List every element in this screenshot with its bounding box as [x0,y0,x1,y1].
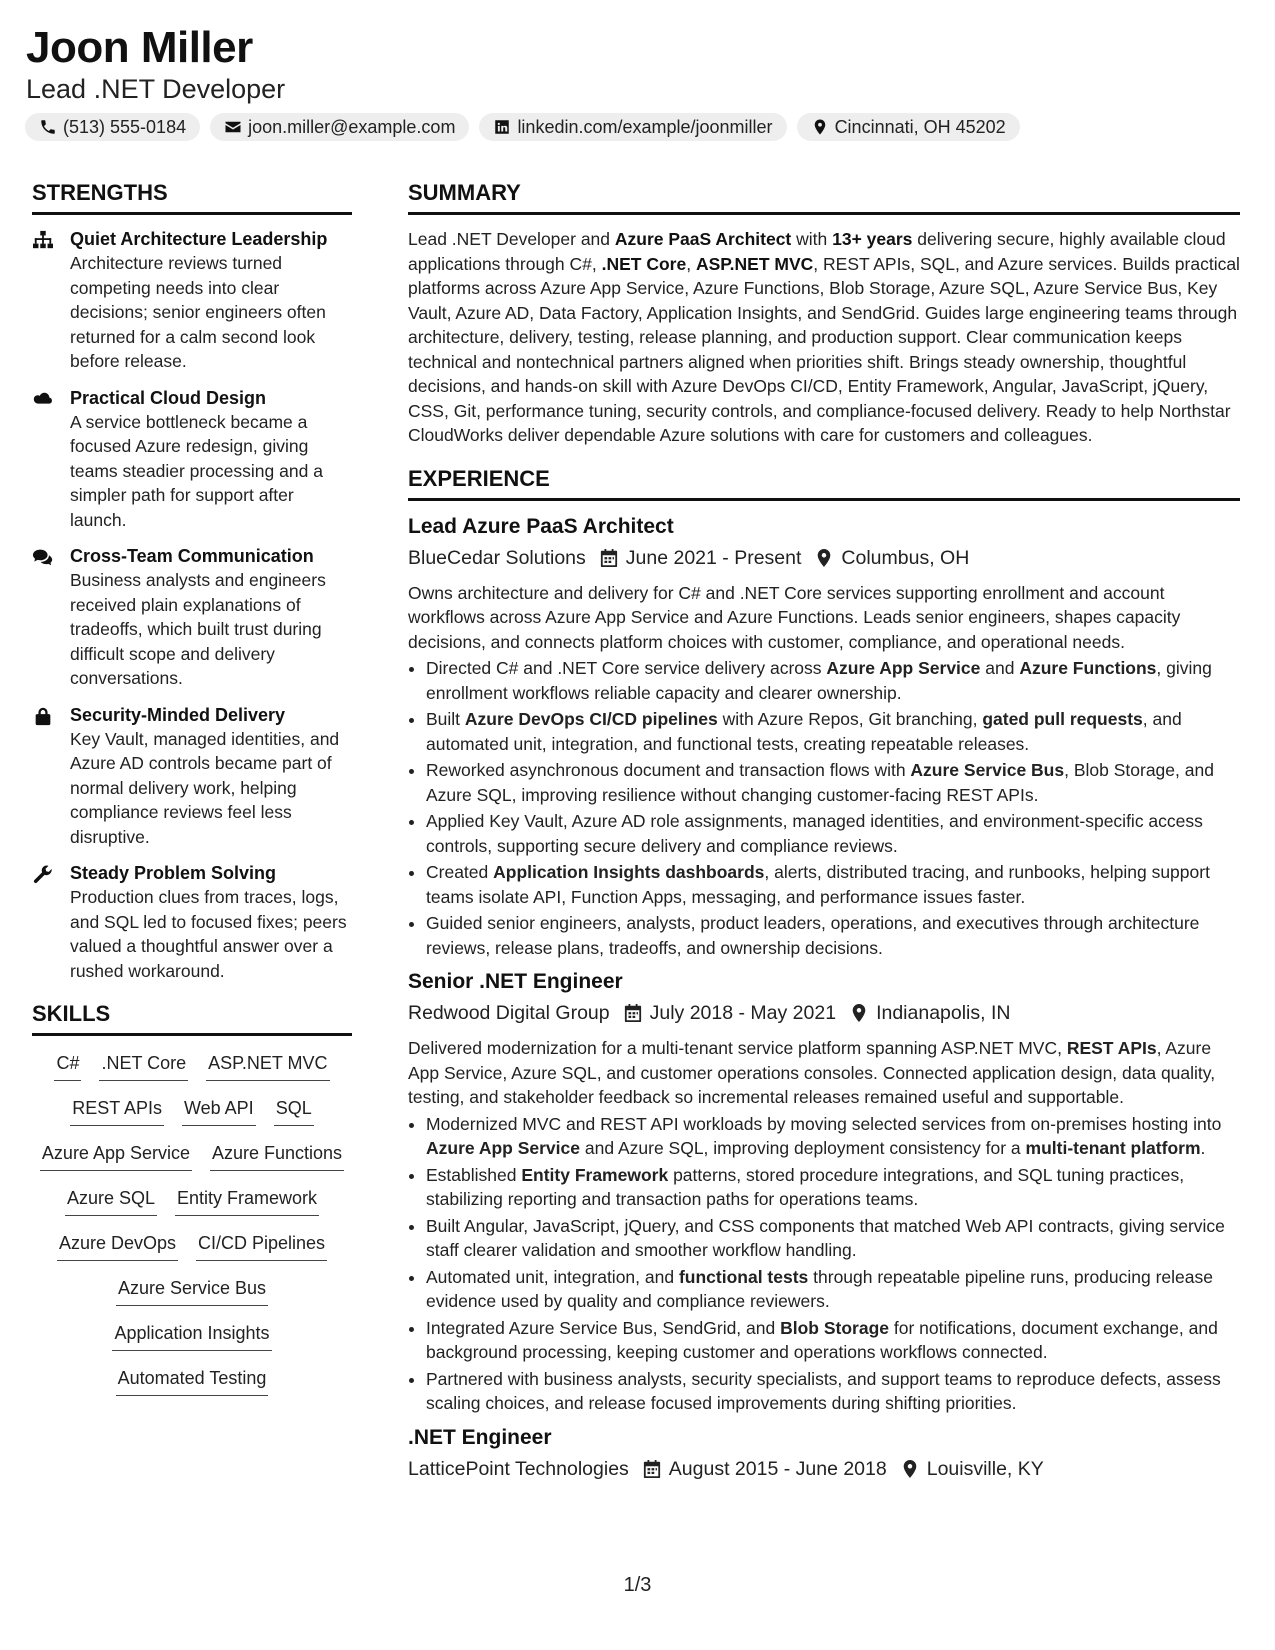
job-location: Indianapolis, IN [876,1002,1011,1024]
map-pin-icon [850,1003,868,1023]
skill-tag: Azure DevOps [57,1230,178,1261]
sitemap-icon [32,230,56,250]
right-column [408,178,1240,1492]
phone-icon [39,118,57,136]
skill-tag: Web API [182,1095,256,1126]
job-entry [408,1424,1240,1484]
job-dates: June 2021 - Present [625,546,802,569]
bullet-item: • Established Entity Framework patterns, stored procedure integrations, and SQL tuning practices, stabilizing reporting and transaction paths for operations teams. [426,1163,1240,1212]
skill-row [32,1140,352,1185]
skill-row [32,1320,352,1365]
job-title: Lead Azure PaaS Architect [408,514,674,538]
contact-location[interactable] [797,113,1020,141]
skill-row [32,1095,352,1140]
skills-heading: SKILLS [32,999,352,1036]
bold-phrase: Azure DevOps CI/CD pipelines [464,709,718,729]
bold-phrase: Blob Storage [780,1317,889,1338]
skills-list [32,1050,352,1410]
bold-phrase: .NET Core [601,253,687,274]
bold-phrase: 13+ years [832,229,913,249]
strength-title: Practical Cloud Design [70,387,267,408]
contact-linkedin[interactable] [479,113,786,141]
job-company: BlueCedar Solutions [408,546,586,569]
bold-phrase: Azure App Service [826,658,981,678]
calendar-icon [600,548,618,568]
candidate-title: Lead .NET Developer [26,74,286,104]
page-number: 1/3 [623,1574,652,1596]
skill-row [32,1365,352,1410]
calendar-icon [643,1459,661,1479]
skill-tag: ASP.NET MVC [206,1050,329,1081]
bullet-item: • Partnered with business analysts, security specialists, and support teams to reproduce defects, assess scaling choices, and release focused improvements during shifting priorities. [426,1367,1240,1416]
strength-desc: Business analysts and engineers received plain explanations of tradeoffs, which built trust during difficult scope and delivery conversations. [70,570,326,688]
skill-row [32,1230,352,1275]
bold-phrase: Azure App Service [426,1138,580,1158]
job-location: Columbus, OH [841,546,970,569]
calendar-icon [624,1003,642,1023]
strength-title: Steady Problem Solving [70,863,277,883]
bullet-item: • Automated unit, integration, and functional tests through repeatable pipeline runs, producing release evidence used by quality and compliance reviewers. [426,1265,1240,1314]
bold-phrase: REST APIs [1066,1038,1157,1058]
contact-phone-text: (513) 555-0184 [63,116,187,137]
job-meta [408,1454,1240,1484]
skill-tag: Azure Functions [210,1140,344,1171]
job-location: Louisville, KY [926,1457,1044,1480]
bold-phrase: multi-tenant platform [1025,1138,1201,1158]
summary-heading: SUMMARY [408,178,1240,215]
bullet-item: • Reworked asynchronous document and transaction flows with Azure Service Bus, Blob Storage, and Azure SQL, improving resilience without changing customer-facing REST APIs. [426,758,1240,807]
skill-tag: C# [54,1050,81,1081]
bullet-item: • Created Application Insights dashboards, alerts, distributed tracing, and runbooks, helping support teams isolate API, Function Apps, messaging, and performance issues faster. [426,860,1240,909]
strength-item [32,703,352,850]
bullet-item: • Directed C# and .NET Core service delivery across Azure App Service and Azure Functions, giving enrollment workflows reliable capacity and clearer ownership. [426,656,1240,705]
job-title: .NET Engineer [408,1425,552,1449]
envelope-icon [224,118,242,136]
strengths-heading: STRENGTHS [32,178,352,215]
contact-phone[interactable] [25,113,200,141]
strength-item [32,386,352,533]
strength-desc: Key Vault, managed identities, and Azure AD controls became part of normal delivery work, helping compliance reviews feel less disruptive. [70,728,340,847]
bullet-item: • Built Azure DevOps CI/CD pipelines with Azure Repos, Git branching, gated pull requests, and automated unit, integration, and functional tests, creating repeatable releases. [426,707,1240,756]
contact-linkedin-text: linkedin.com/example/joonmiller [517,116,773,137]
bullet-item: • Modernized MVC and REST API workloads by moving selected services from on-premises hosting into Azure App Service and Azure SQL, improving deployment consistency for a multi-tenant platform. [426,1112,1240,1161]
bullet-item: • Built Angular, JavaScript, jQuery, and CSS components that matched Web API contracts, giving service staff clearer validation and smoother workflow handling. [426,1214,1240,1263]
left-column [32,178,352,1410]
skill-tag: CI/CD Pipelines [196,1230,327,1261]
bullet-item: • Integrated Azure Service Bus, SendGrid, and Blob Storage for notifications, document exchange, and background processing, keeping customer and operations workflows connected. [426,1316,1240,1365]
skill-tag: REST APIs [70,1095,164,1126]
linkedin-icon [493,118,511,136]
job-entry [408,968,1240,1416]
bold-phrase: Azure Functions [1019,658,1157,678]
strength-title: Quiet Architecture Leadership [70,229,328,249]
job-description: Delivered modernization for a multi-tenant service platform spanning ASP.NET MVC, REST APIs, Azure App Service, Azure SQL, and customer operations consoles. Connected application design, data quality, testing, and stakeholder feedback so incremental releases remained useful and supportable. [408,1038,1216,1107]
experience-heading: EXPERIENCE [408,464,1240,501]
strength-item [32,861,352,983]
bullet-item: • Applied Key Vault, Azure AD role assignments, managed identities, and environment-specific access controls, supporting secure delivery and compliance reviews. [426,809,1240,858]
bold-phrase: Azure Service Bus [910,760,1065,780]
skill-tag: Application Insights [112,1320,271,1351]
strength-desc: Architecture reviews turned competing needs into clear decisions; senior engineers often returned for a calm second look before release. [70,253,326,371]
bold-phrase: Azure PaaS Architect [614,229,792,249]
skill-tag: .NET Core [99,1050,188,1081]
bold-phrase: Application Insights dashboards [493,862,765,882]
map-pin-icon [901,1459,919,1479]
job-title: Senior .NET Engineer [408,970,623,993]
map-pin-icon [811,118,829,136]
contact-bar [25,113,1020,141]
skill-tag: Azure Service Bus [116,1275,268,1306]
job-dates: July 2018 - May 2021 [649,1002,837,1024]
skill-tag: Automated Testing [116,1365,269,1396]
bold-phrase: Entity Framework [521,1164,669,1185]
bold-phrase: gated pull requests [982,709,1143,729]
summary-text: Lead .NET Developer and Azure PaaS Architect with 13+ years delivering secure, highly available cloud applications through C#, .NET Core, ASP.NET MVC, REST APIs, SQL, and Azure services. Builds practical platforms across Azure App Service, Azure Functions, Blob Storage, Azure SQL, Azure Service Bus, Key Vault, Azure AD, Data Factory, Application Insights, and SendGrid. Guides large engineering teams through architecture, delivery, testing, release planning, and production support. Clear communication keeps technical and nontechnical partners aligned when priorities shift. Brings steady ownership, thoughtful decisions, and hands-on skill with Azure DevOps CI/CD, Entity Framework, Angular, JavaScript, jQuery, CSS, Git, performance tuning, security controls, and compliance-focused delivery. Ready to help Northstar CloudWorks deliver dependable Azure solutions with care for customers and colleagues. [408,229,1240,445]
strength-item [32,227,352,374]
bold-phrase: functional tests [678,1266,809,1287]
strength-desc: A service bottleneck became a focused Azure redesign, giving teams steadier processing and a simpler path for support after launch. [70,411,323,530]
job-bullets [408,656,1240,960]
wrench-icon [32,864,56,884]
contact-location-text: Cincinnati, OH 45202 [834,116,1006,137]
strength-title: Cross-Team Communication [70,546,314,566]
job-description: Owns architecture and delivery for C# and .NET Core services supporting enrollment and account workflows across Azure App Service and Azure Functions. Leads senior engineers, shapes capacity decisions, and connects platform choices with customer, compliance, and operational needs. [408,582,1181,652]
lock-icon [32,706,56,726]
candidate-name: Joon Miller [26,23,253,72]
contact-email-text: joon.miller@example.com [248,116,456,137]
job-company: Redwood Digital Group [408,1002,610,1024]
bullet-item: • Guided senior engineers, analysts, product leaders, operations, and executives through architecture reviews, release plans, tradeoffs, and ownership decisions. [426,911,1240,960]
skill-tag: Azure SQL [65,1185,157,1216]
job-meta [408,543,1240,573]
skill-row [32,1050,352,1095]
skill-tag: Azure App Service [40,1140,192,1171]
comments-icon [32,547,56,567]
strength-title: Security-Minded Delivery [70,704,286,725]
bold-phrase: ASP.NET MVC [695,253,814,274]
strength-desc: Production clues from traces, logs, and SQL led to focused fixes; peers valued a thoughtful answer over a rushed workaround. [70,887,347,981]
job-dates: August 2015 - June 2018 [668,1457,887,1480]
skill-row [32,1185,352,1230]
contact-email[interactable] [210,113,469,141]
job-meta [408,998,1240,1028]
skill-tag: SQL [274,1095,314,1126]
skill-tag: Entity Framework [175,1185,319,1216]
map-pin-icon [815,548,833,568]
cloud-icon [32,389,56,409]
job-bullets [408,1112,1240,1416]
strength-item [32,544,352,691]
job-company: LatticePoint Technologies [408,1457,629,1480]
skill-row [32,1275,352,1320]
job-entry [408,513,1240,961]
